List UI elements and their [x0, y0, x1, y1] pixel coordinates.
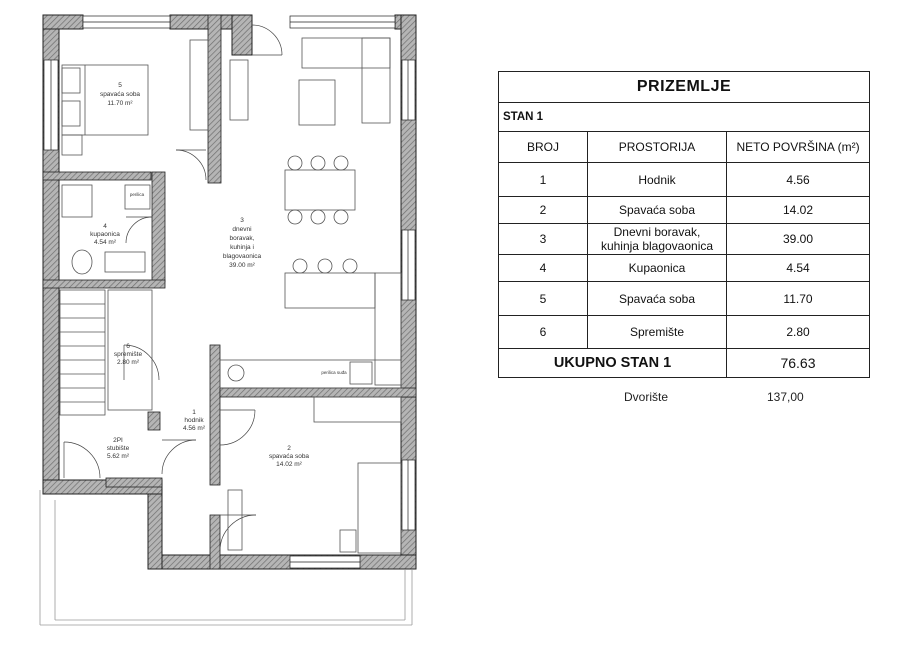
row-room-line1: Dnevni boravak,: [613, 225, 701, 239]
total-label: UKUPNO STAN 1: [499, 349, 727, 378]
yard-label: Dvorište: [624, 390, 669, 404]
room-6-name: spremište: [113, 351, 143, 358]
outer-walls: [43, 15, 416, 569]
row-area: 4.56: [727, 163, 870, 197]
row-number: 2: [499, 197, 588, 224]
room-5-name: spavaća soba: [99, 91, 141, 98]
row-room: Kupaonica: [588, 255, 727, 282]
stairs-area: 5.62 m²: [106, 453, 130, 460]
row-number: 3: [499, 224, 588, 255]
stairs-number: 2PI: [113, 437, 123, 444]
header-room: PROSTORIJA: [588, 132, 727, 163]
row-area: 39.00: [727, 224, 870, 255]
header-number: BROJ: [499, 132, 588, 163]
row-room: [588, 224, 727, 255]
row-room-line2: kuhinja blagovaonica: [600, 239, 714, 253]
row-number: 5: [499, 282, 588, 316]
room-5-area: 11.70 m²: [107, 100, 133, 107]
table-title-row: [499, 72, 870, 103]
table-header-row: [499, 132, 870, 163]
room-1-number: 1: [192, 409, 196, 416]
row-number: 6: [499, 316, 588, 349]
row-area: 2.80: [727, 316, 870, 349]
row-room: Spavaća soba: [588, 282, 727, 316]
total-area: 76.63: [727, 349, 870, 378]
room-1-area: 4.56 m²: [182, 425, 206, 432]
room-6-number: 6: [126, 343, 130, 350]
table-subtitle-row: [499, 103, 870, 132]
table-row: [499, 316, 870, 349]
room-3-line1: dnevni: [232, 226, 252, 233]
table-row: [499, 197, 870, 224]
dishwasher-label: perilica suđa: [321, 370, 347, 375]
row-room: Spremište: [588, 316, 727, 349]
stairs-name: stubište: [106, 445, 130, 452]
room-area-table: [498, 71, 870, 378]
room-3-line2: boravak,: [229, 235, 255, 242]
room-3-line4: blagovaonica: [222, 253, 262, 260]
room-3-line3: kuhinja i: [230, 244, 254, 251]
row-number: 4: [499, 255, 588, 282]
room-6-area: 2.80 m²: [116, 359, 140, 366]
row-area: 14.02: [727, 197, 870, 224]
row-room: Spavaća soba: [588, 197, 727, 224]
room-3-area: 39.00 m²: [229, 262, 255, 269]
table-row: [499, 163, 870, 197]
table-row: [499, 224, 870, 255]
table-total-row: [499, 349, 870, 378]
row-number: 1: [499, 163, 588, 197]
row-room: Hodnik: [588, 163, 727, 197]
table-row: [499, 282, 870, 316]
row-area: 4.54: [727, 255, 870, 282]
room-4-area: 4.54 m²: [93, 239, 117, 246]
room-1-name: hodnik: [184, 417, 204, 424]
room-4-number: 4: [103, 223, 107, 230]
room-4-name: kupaonica: [90, 231, 120, 238]
yard-value: 137,00: [767, 390, 804, 404]
row-area: 11.70: [727, 282, 870, 316]
room-5-number: 5: [118, 82, 122, 89]
room-2-area: 14.02 m²: [276, 461, 302, 468]
furniture: [60, 38, 401, 553]
room-3-number: 3: [240, 217, 244, 224]
room-2-number: 2: [287, 445, 291, 452]
washer-label: perilica: [129, 192, 145, 197]
header-area: NETO POVRŠINA (m²): [727, 132, 870, 163]
room-2-name: spavaća soba: [268, 453, 310, 460]
table-title: PRIZEMLJE: [499, 72, 870, 103]
table-subtitle: STAN 1: [499, 103, 870, 132]
table-row: [499, 255, 870, 282]
